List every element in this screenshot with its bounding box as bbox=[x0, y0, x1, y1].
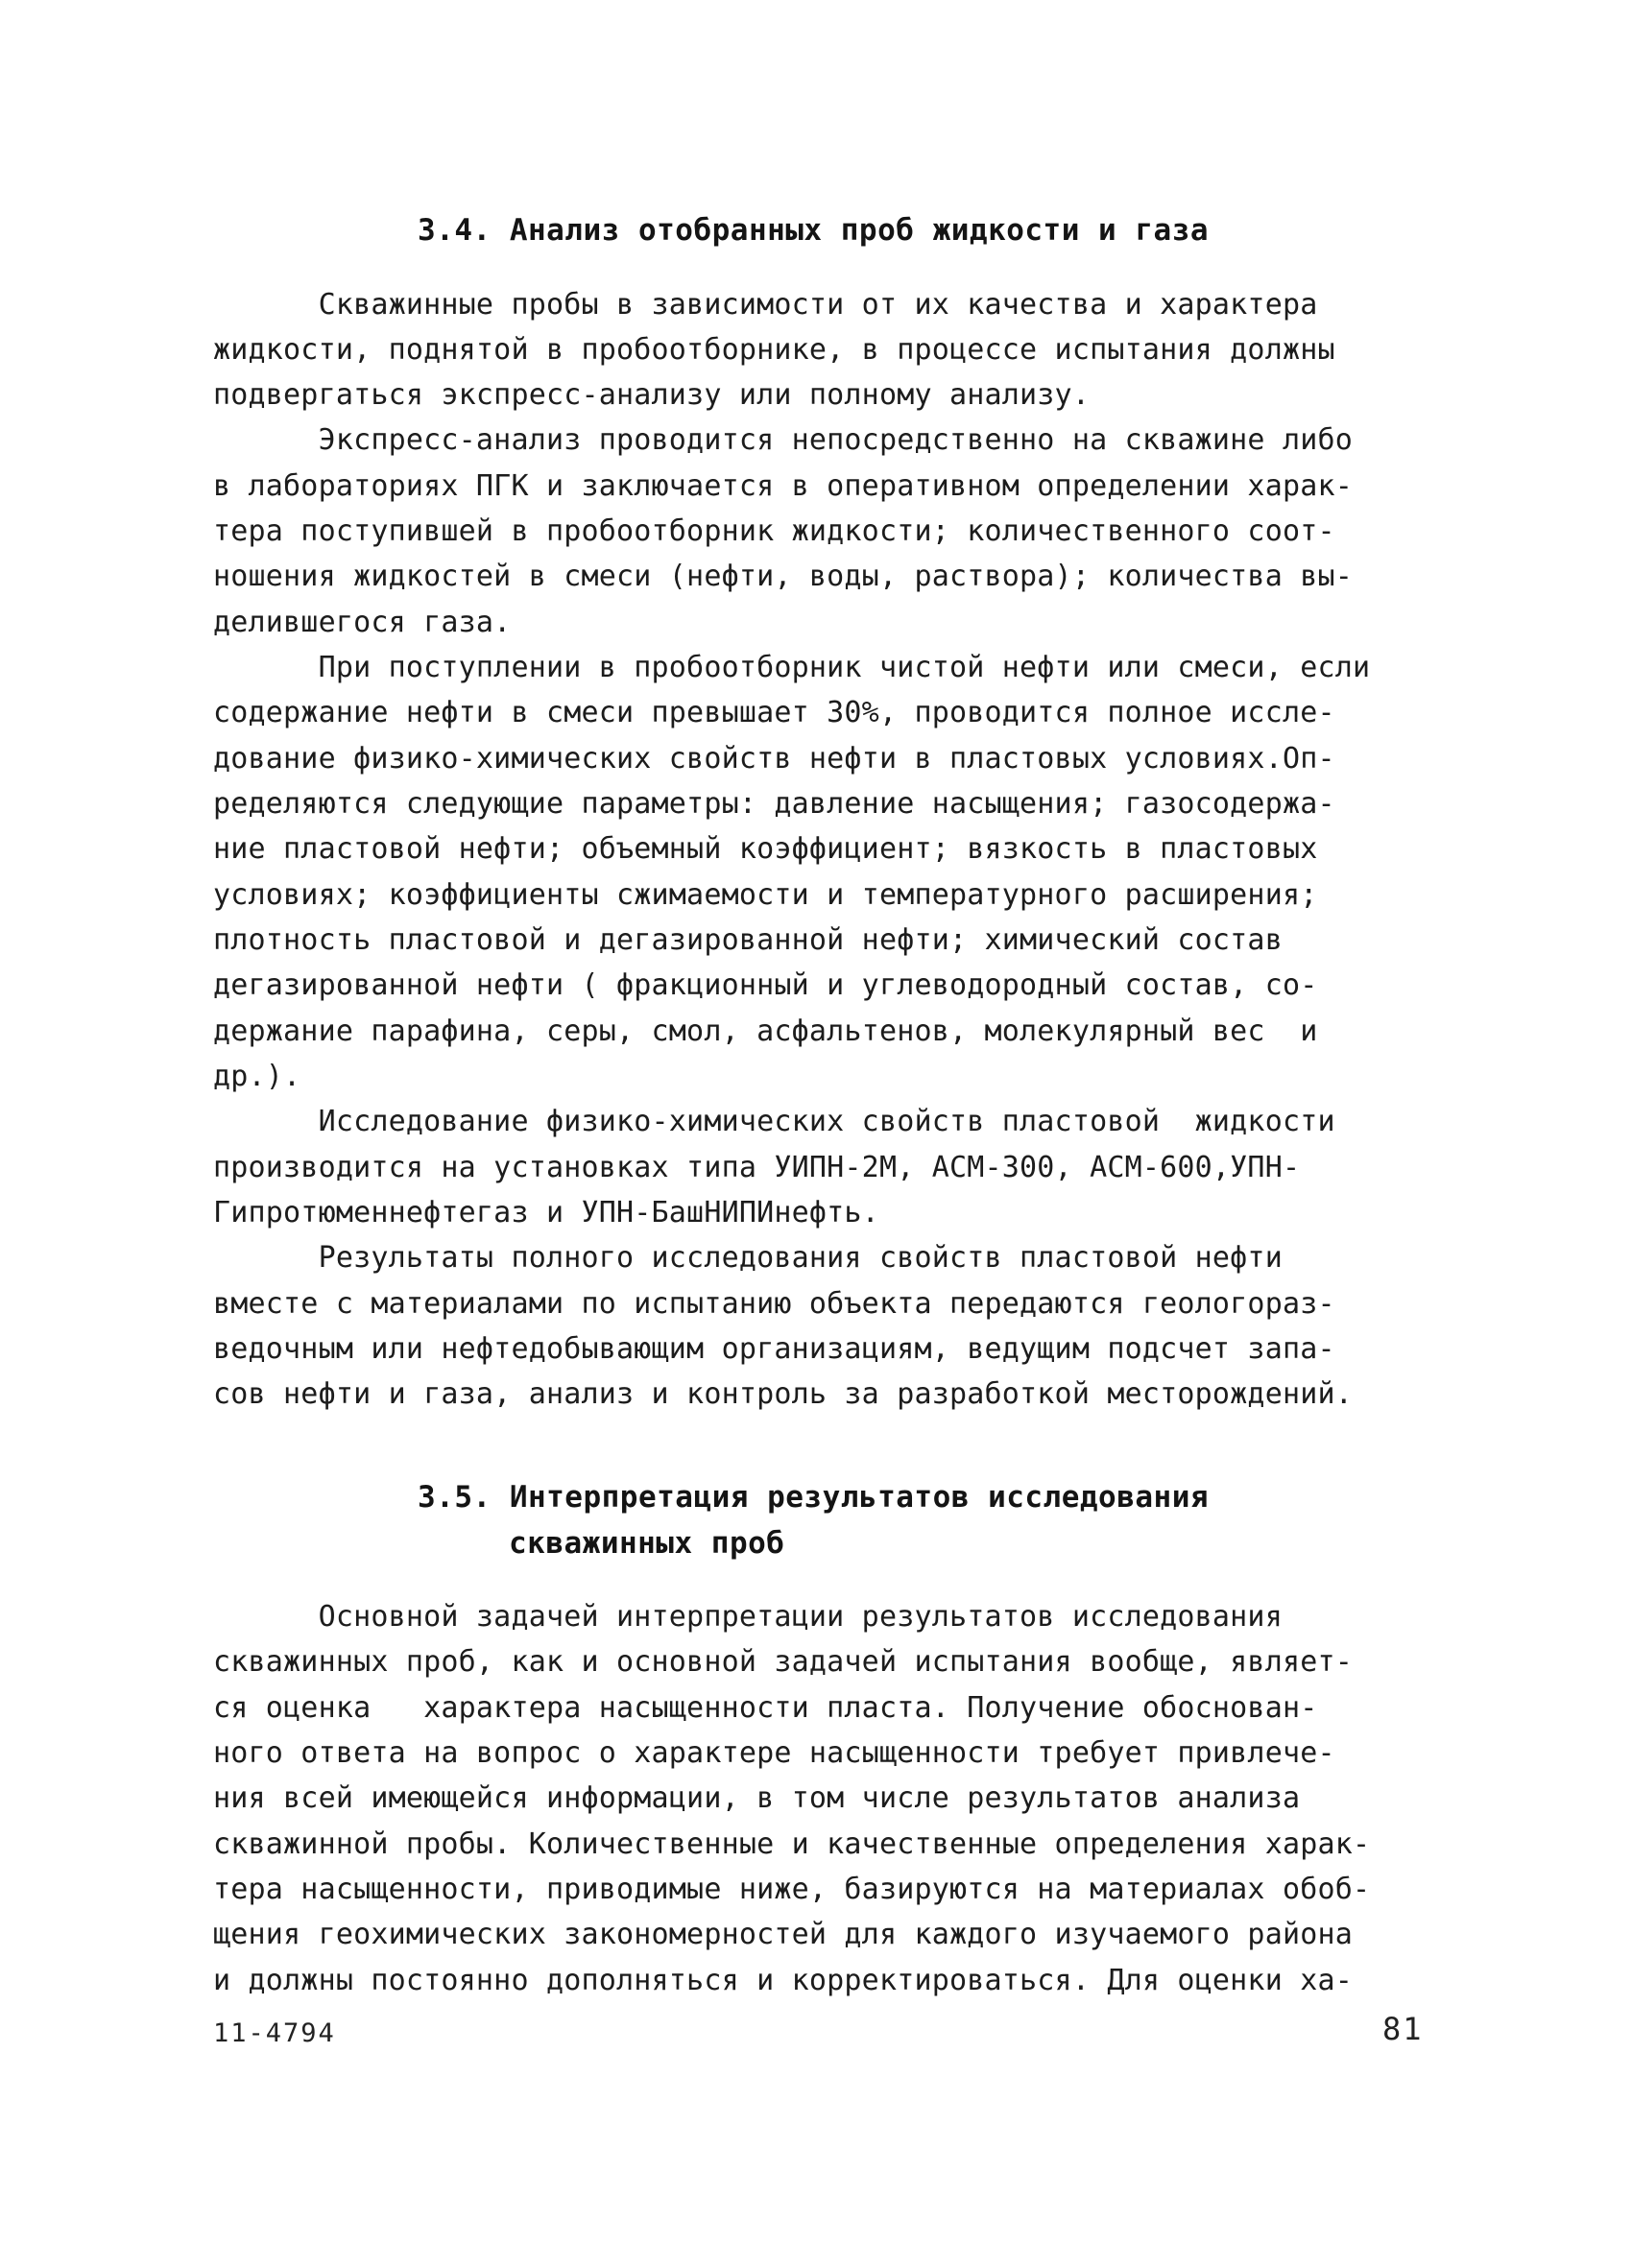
text-line: При поступлении в пробоотборник чистой нефти или смеси, если bbox=[213, 651, 1371, 684]
text-line: дование физико-химических свойств нефти в пластовых условиях.Оп- bbox=[213, 742, 1335, 776]
text-line: ся оценка характера насыщенности пласта. Получение обоснован- bbox=[213, 1691, 1318, 1725]
text-line: производится на установках типа УИПН-2М, АСМ-300, АСМ-600,УПН- bbox=[213, 1151, 1301, 1184]
text-line: Результаты полного исследования свойств пластовой нефти bbox=[213, 1241, 1283, 1275]
text-line: ределяются следующие параметры: давление насыщения; газосодержа- bbox=[213, 787, 1335, 821]
text-line: щения геохимических закономерностей для каждого изучаемого района bbox=[213, 1918, 1353, 1951]
section-3-5-title: 3.5. Интерпретация результатов исследования bbox=[418, 1480, 1210, 1515]
text-line: содержание нефти в смеси превышает 30%, проводится полное иссле- bbox=[213, 696, 1335, 729]
text-line: Экспресс-анализ проводится непосредственно на скважине либо bbox=[213, 423, 1353, 457]
page-number: 81 bbox=[1382, 2011, 1424, 2047]
text-line: тера насыщенности, приводимые ниже, базируются на материалах обоб- bbox=[213, 1873, 1371, 1906]
text-line: ния всей имеющейся информации, в том числе результатов анализа bbox=[213, 1781, 1301, 1815]
text-line: плотность пластовой и дегазированной нефти; химический состав bbox=[213, 923, 1283, 957]
document-code: 11-4794 bbox=[213, 2018, 336, 2048]
text-line: ного ответа на вопрос о характере насыщенности требует привлече- bbox=[213, 1736, 1335, 1770]
text-line: делившегося газа. bbox=[213, 606, 512, 639]
text-line: ние пластовой нефти; объемный коэффициент; вязкость в пластовых bbox=[213, 832, 1318, 866]
text-line: Гипротюменнефтегаз и УПН-БашНИПИнефть. bbox=[213, 1196, 879, 1229]
text-line: скважинных проб, как и основной задачей испытания вообще, являет- bbox=[213, 1645, 1353, 1679]
text-line: и должны постоянно дополняться и корректироваться. Для оценки ха- bbox=[213, 1964, 1353, 1997]
text-line: сов нефти и газа, анализ и контроль за разработкой месторождений. bbox=[213, 1377, 1353, 1411]
text-line: дегазированной нефти ( фракционный и углеводородный состав, со- bbox=[213, 968, 1318, 1002]
text-line: ношения жидкостей в смеси (нефти, воды, раствора); количества вы- bbox=[213, 560, 1353, 593]
text-line: вместе с материалами по испытанию объекта передаются геологораз- bbox=[213, 1287, 1335, 1321]
text-line: жидкости, поднятой в пробоотборнике, в процессе испытания должны bbox=[213, 333, 1335, 367]
text-line: ведочным или нефтедобывающим организациям, ведущим подсчет запа- bbox=[213, 1332, 1335, 1366]
section-3-4-title: 3.4. Анализ отобранных проб жидкости и газа bbox=[418, 213, 1210, 248]
text-line: скважинной пробы. Количественные и качественные определения харак- bbox=[213, 1827, 1371, 1861]
text-line: Исследование физико-химических свойств пластовой жидкости bbox=[213, 1105, 1335, 1138]
text-line: в лабораториях ПГК и заключается в оперативном определении харак- bbox=[213, 469, 1353, 503]
text-line: др.). bbox=[213, 1060, 301, 1093]
text-line: держание парафина, серы, смол, асфальтенов, молекулярный вес и bbox=[213, 1015, 1318, 1048]
text-line: тера поступившей в пробоотборник жидкости; количественного соот- bbox=[213, 514, 1335, 548]
section-3-5-title-continued: скважинных проб bbox=[509, 1526, 785, 1561]
text-line: Основной задачей интерпретации результатов исследования bbox=[213, 1600, 1283, 1634]
text-line: подвергаться экспресс-анализу или полному анализу. bbox=[213, 378, 1091, 412]
text-line: Скважинные пробы в зависимости от их качества и характера bbox=[213, 288, 1318, 322]
text-line: условиях; коэффициенты сжимаемости и температурного расширения; bbox=[213, 878, 1318, 912]
